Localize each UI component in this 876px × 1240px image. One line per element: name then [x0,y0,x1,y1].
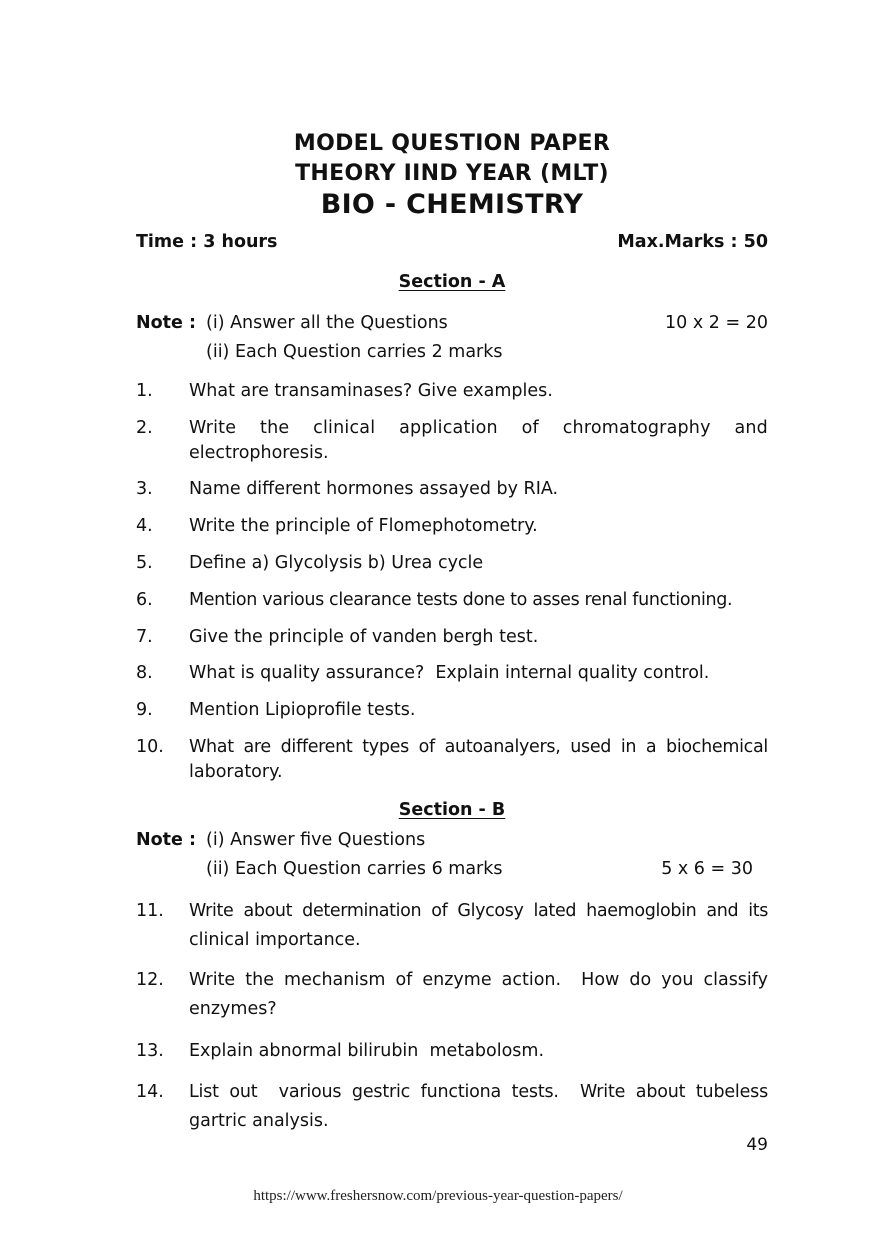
question-text: Explain abnormal bilirubin metabolosm. [189,1041,545,1061]
question-text-line-1: What are different types of autoanalyers, used in a biochemical [189,737,768,757]
question-8 [136,661,768,686]
question-9 [136,698,768,723]
question-text: Give the principle of vanden bergh test. [189,627,539,647]
paper-title: MODEL QUESTION PAPER [293,131,611,156]
section-a-heading: Section - A [398,272,506,292]
time-allowed: Time : 3 hours [136,232,278,252]
question-12 [136,966,768,1024]
question-10 [136,735,768,785]
question-1 [136,379,768,404]
question-number: 5. [136,553,153,573]
question-number: 2. [136,418,153,438]
question-text-line-1: Write the clinical application of chromatography and [189,418,768,438]
question-number: 1. [136,381,153,401]
subject-title: BIO - CHEMISTRY [320,189,584,220]
paper-subtitle: THEORY IIND YEAR (MLT) [295,161,609,186]
question-7 [136,625,768,650]
question-4 [136,514,768,539]
question-number: 11. [136,901,164,921]
question-13 [136,1039,768,1064]
question-number: 14. [136,1082,164,1102]
section-a-note-label: Note : [136,313,196,333]
section-b-note-1: (i) Answer five Questions [206,830,426,850]
section-a-marks-formula: 10 x 2 = 20 [665,313,768,333]
section-b-note-2: (ii) Each Question carries 6 marks [206,859,503,879]
question-number: 4. [136,516,153,536]
question-text-line-2: gartric analysis. [189,1111,329,1131]
question-number: 9. [136,700,153,720]
question-text-line-1: List out various gestric functiona tests. Write about tubeless [189,1082,768,1102]
question-text-line-2: clinical importance. [189,930,361,950]
question-number: 12. [136,970,164,990]
question-number: 6. [136,590,153,610]
question-3 [136,477,768,502]
section-b-note-label: Note : [136,830,196,850]
question-number: 7. [136,627,153,647]
question-number: 3. [136,479,153,499]
question-2 [136,416,768,466]
question-text: Mention various clearance tests done to asses renal functioning. [189,590,733,610]
section-b-heading: Section - B [398,800,506,820]
question-5 [136,551,768,576]
max-marks: Max.Marks : 50 [617,232,768,252]
question-text: What are transaminases? Give examples. [189,381,553,401]
question-text: Define a) Glycolysis b) Urea cycle [189,553,484,573]
question-text-line-2: enzymes? [189,999,277,1019]
question-text-line-1: Write about determination of Glycosy lated haemoglobin and its [189,901,768,921]
question-text: Mention Lipioprofile tests. [189,700,416,720]
question-11 [136,897,768,955]
section-b-marks-formula: 5 x 6 = 30 [661,859,753,879]
question-text-line-1: Write the mechanism of enzyme action. How do you classify [189,970,768,990]
question-text-line-2: electrophoresis. [189,443,329,463]
question-text: Write the principle of Flomephotometry. [189,516,538,536]
section-a-note-2: (ii) Each Question carries 2 marks [206,342,503,362]
footer-url-link[interactable]: https://www.freshersnow.com/previous-year-question-papers/ [253,1188,623,1204]
question-14 [136,1078,768,1136]
question-6 [136,588,768,613]
question-text: What is quality assurance? Explain internal quality control. [189,663,710,683]
question-text-line-2: laboratory. [189,762,283,782]
question-text: Name different hormones assayed by RIA. [189,479,559,499]
question-number: 8. [136,663,153,683]
question-number: 10. [136,737,164,757]
section-a-note-1: (i) Answer all the Questions [206,313,448,333]
question-number: 13. [136,1041,164,1061]
page-number: 49 [746,1135,768,1155]
